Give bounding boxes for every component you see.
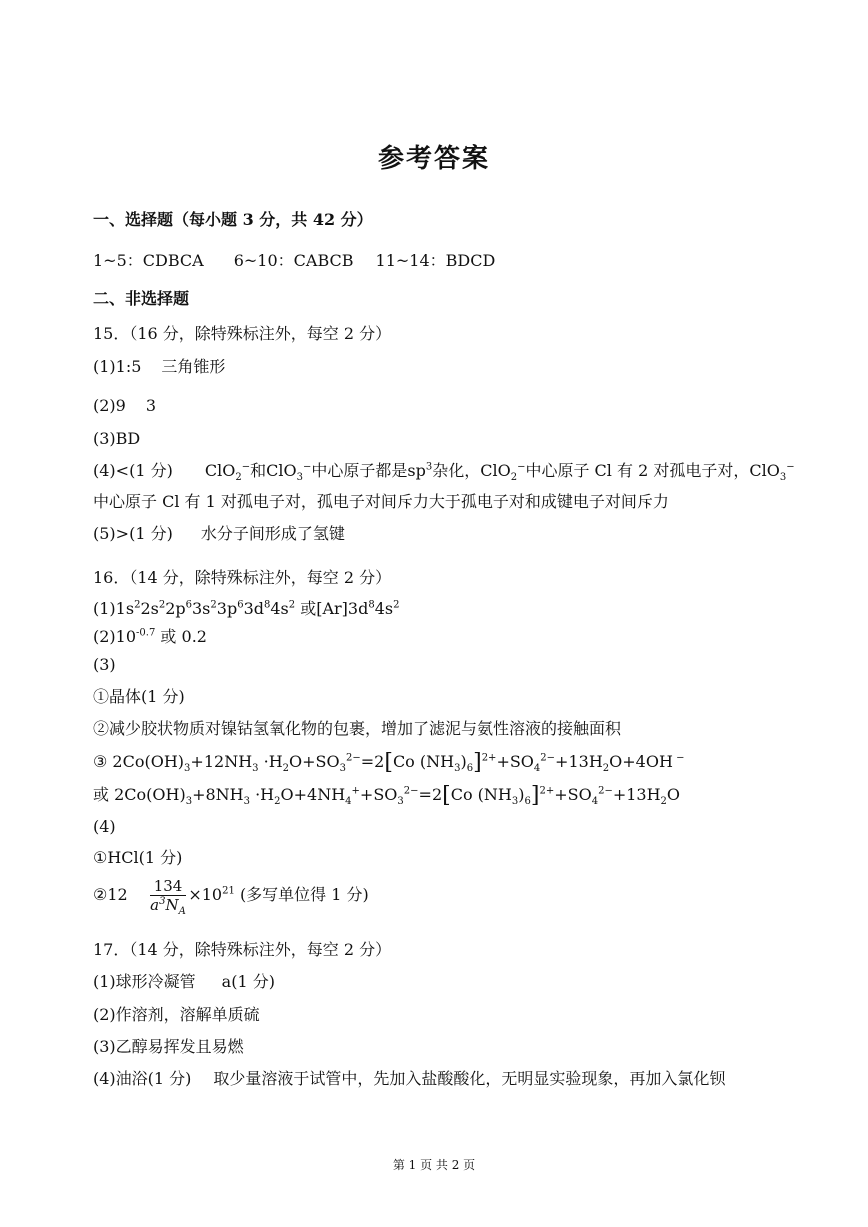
answers-11-14: 11~14：BDCD [375, 251, 496, 270]
q17-a4-procedure: 取少量溶液于试管中，先加入盐酸酸化，无明显实验现象，再加入氯化钡 [213, 1069, 726, 1088]
q17-header: 17．（14 分，除特殊标注外，每空 2 分） [93, 940, 392, 959]
q15-a4-text1: 中心原子都是 [311, 461, 408, 480]
q15-a2-second: 3 [145, 396, 157, 415]
section-1-heading: 一、选择题（每小题 3 分，共 42 分） [93, 210, 373, 229]
q15-answer-4: (4)<(1 分) ClO$_2$−和ClO$_3$−中心原子都是$sp^3$杂化，ClO$_2$−中心原子 Cl 有 2 对孤电子对，ClO$_3$− [93, 461, 795, 484]
q17-answer-2: (2)作溶剂，溶解单质硫 [93, 1005, 260, 1024]
q16-a2-exponent: -0.7 [136, 627, 156, 639]
q16-equation-1: ③ $2Co(OH)_3+12NH_3 \cdot H_2O+SO_3^{2-}=2[Co$ $(NH_3)_6]^{2+}+SO_4^{2-}+13H_2O+4OH$ − [93, 750, 685, 775]
q15-answer-2 [93, 396, 156, 416]
q16-equation-2: 或 $2Co(OH)_3+8NH_3 \cdot H_2O+4NH_4^++SO_3^{2-}=2[Co$ $(NH_3)_6]^{2+}+SO_4^{2-}+13H_2O$ [93, 783, 681, 808]
q16-a2-alt: 或 0.2 [160, 627, 207, 646]
q16-answer-4-1: ①HCl(1 分) [93, 848, 183, 867]
q16-a2-base: (2)10 [93, 627, 137, 646]
q17-a1-apparatus: (1)球形冷凝管 [93, 972, 196, 991]
q16-header: 16．（14 分，除特殊标注外，每空 2 分） [93, 568, 392, 587]
q15-a4-sp: sp [407, 461, 426, 480]
times-ten: ×10 [188, 885, 223, 904]
choice-answers [93, 251, 495, 271]
q16-a1-or: 或[Ar] [300, 599, 348, 618]
q15-answer-1 [93, 357, 225, 377]
q15-a1-ratio: (1)1:5 [93, 357, 142, 376]
q16-answer-3: (3) [93, 655, 116, 674]
q15-a5-label: (5)>(1 分) [93, 524, 173, 543]
page-footer: 第 1 页 共 2 页 [392, 1158, 476, 1172]
q17-a1-inlet: a(1 分) [221, 972, 275, 991]
q15-a4-text2: 杂化， [432, 461, 481, 480]
q15-a4-and: 和 [250, 461, 267, 480]
q16-answer-3-1: ①晶体(1 分) [93, 687, 185, 706]
q15-a5-reason: 水分子间形成了氢键 [200, 524, 345, 543]
q15-answer-5 [93, 524, 345, 544]
q16-a1-label: (1) [93, 599, 116, 618]
q15-a1-shape: 三角锥形 [161, 357, 226, 376]
chlorate-formula: ClO [266, 461, 297, 480]
density-fraction: $\frac{134}{a^3N_A}$ [150, 877, 186, 917]
q15-answer-4-continued: 中心原子 Cl 有 1 对孤电子对，孤电子对间斥力大于孤电子对和成键电子对间斥力 [93, 492, 669, 511]
q17-a4-label: (4)油浴(1 分) [93, 1069, 192, 1088]
q16-answer-1: $(1)1s^22s^22p^63s^23p^63d^84s^2$ 或$[Ar]3d^84s^2$ [93, 599, 400, 618]
q16-answer-3-2: ②减少胶状物质对镍钴氢氧化物的包裹，增加了滤泥与氨性溶液的接触面积 [93, 719, 622, 738]
page-title: 参考答案 [377, 144, 490, 174]
q15-a4-label: (4)<(1 分) [93, 461, 173, 480]
q15-header: 15．（16 分，除特殊标注外，每空 2 分） [93, 324, 392, 343]
eq1-prefix: ③ 2Co(OH) [93, 752, 185, 771]
q17-answer-1 [93, 972, 275, 992]
eq2-prefix: 或 2Co(OH) [93, 785, 186, 804]
q16-a4-2-note: (多写单位得 1 分) [239, 885, 369, 904]
q17-answer-3: (3)乙醇易挥发且易燃 [93, 1037, 244, 1056]
chlorate-formula-2: ClO [749, 461, 780, 480]
chlorite-formula-2: ClO [480, 461, 511, 480]
chlorite-formula: ClO [204, 461, 236, 480]
q15-a2-value: (2)9 [93, 396, 126, 415]
answers-6-10: 6~10：CABCB [233, 251, 354, 270]
power-exponent: 21 [222, 885, 235, 897]
q15-a4-text3: 中心原子 Cl 有 2 对孤电子对， [525, 461, 750, 480]
q17-answer-4 [93, 1069, 725, 1089]
answers-1-5: 1~5：CDBCA [93, 251, 204, 270]
q16-answer-2 [93, 627, 207, 647]
section-2-heading: 二、非选择题 [93, 289, 190, 308]
q15-answer-3: (3)BD [93, 429, 141, 448]
q16-answer-4: (4) [93, 817, 116, 836]
fraction-numerator: 134 [150, 877, 187, 896]
q16-answer-4-2 [93, 877, 369, 917]
q16-a4-2-label: ②12 [93, 885, 128, 904]
